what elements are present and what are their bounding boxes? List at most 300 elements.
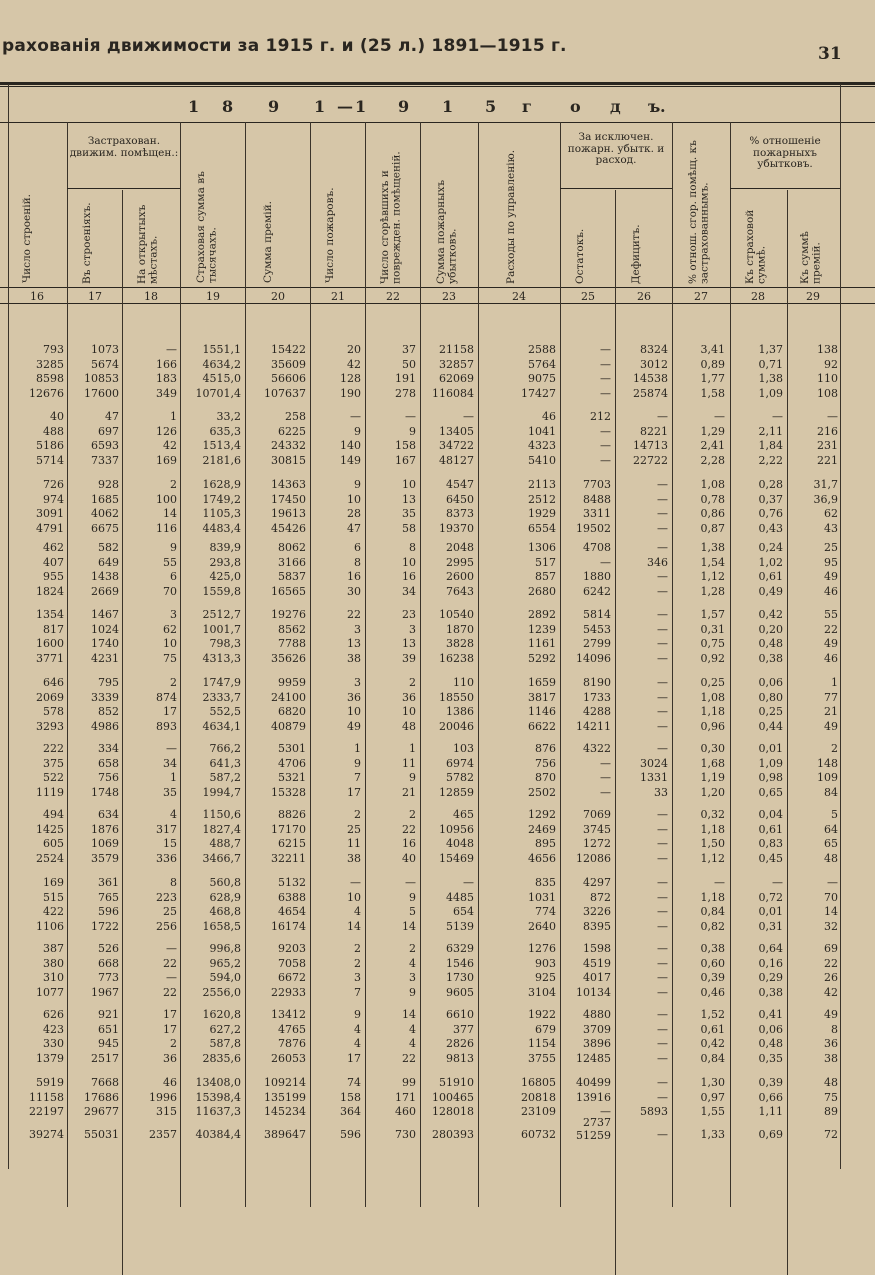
- table-cell: 1880: [583, 570, 611, 583]
- table-cell: 0,06: [758, 676, 783, 689]
- table-cell: 14: [402, 919, 416, 933]
- table-cell: 1733: [583, 690, 611, 704]
- table-cell: 116: [156, 521, 177, 535]
- table-cell: 13: [347, 637, 361, 650]
- table-cell: 256: [156, 919, 177, 933]
- table-cell: 0,76: [758, 507, 783, 520]
- table-cell: 0,96: [700, 719, 725, 733]
- year-letter: 8: [222, 97, 234, 116]
- table-cell: 15398,4: [195, 1090, 241, 1104]
- table-cell: 12859: [439, 785, 474, 799]
- header-rule: [0, 287, 875, 288]
- table-cell: 13408,0: [195, 1076, 241, 1089]
- table-cell: 635,3: [209, 424, 241, 438]
- table-cell: 3579: [91, 851, 119, 865]
- table-cell: 1,12: [700, 570, 725, 583]
- table-cell: 1824: [36, 584, 64, 598]
- table-cell: 140: [340, 439, 361, 452]
- table-cell: 14: [163, 507, 177, 520]
- table-cell: 2512: [528, 492, 556, 506]
- column-heading: Къ страховой суммѣ.: [744, 209, 768, 284]
- table-cell: —: [657, 478, 668, 491]
- table-cell: 11637,3: [195, 1105, 241, 1118]
- table-cell: 1740: [91, 637, 119, 650]
- table-cell: 377: [453, 1022, 474, 1036]
- table-cell: 945: [98, 1037, 119, 1050]
- table-cell: 9: [409, 424, 416, 438]
- table-cell: 4485: [446, 890, 474, 904]
- table-cell: 3293: [36, 719, 64, 733]
- table-cell: 16: [402, 570, 416, 583]
- table-cell: 48: [824, 851, 838, 865]
- table-cell: 2600: [446, 570, 474, 583]
- table-cell: 15422: [271, 343, 306, 356]
- table-cell: 25: [824, 541, 838, 554]
- table-cell: 3: [354, 622, 361, 636]
- table-cell: 1,77: [700, 372, 725, 385]
- table-cell: 6: [354, 541, 361, 554]
- table-cell: 3024: [640, 756, 668, 770]
- table-cell: 17427: [521, 386, 556, 400]
- table-cell: 1386: [446, 705, 474, 718]
- table-cell: —: [463, 876, 474, 889]
- table-cell: 0,37: [758, 492, 783, 506]
- table-cell: 1024: [91, 622, 119, 636]
- table-cell: 1041: [528, 424, 556, 438]
- table-cell: 4656: [528, 851, 556, 865]
- table-cell: 2524: [36, 851, 64, 865]
- table-cell: 46: [824, 651, 838, 665]
- table-cell: 1,18: [700, 890, 725, 904]
- column-number: 22: [386, 290, 400, 303]
- table-cell: 3755: [528, 1051, 556, 1065]
- column-heading: Страховая сумма въ тысячахъ.: [195, 171, 219, 283]
- table-cell: 40: [50, 410, 64, 423]
- table-cell: 756: [98, 771, 119, 784]
- table-cell: 2069: [36, 690, 64, 704]
- year-letter: 9: [268, 97, 280, 116]
- table-cell: 852: [98, 705, 119, 718]
- table-cell: 60732: [521, 1128, 556, 1141]
- table-cell: —: [350, 410, 361, 423]
- table-cell: 26053: [271, 1051, 306, 1065]
- table-cell: 5132: [278, 876, 306, 889]
- table-cell: 51910: [439, 1076, 474, 1089]
- table-cell: 6593: [91, 439, 119, 452]
- column-number: 20: [271, 290, 285, 303]
- table-cell: 293,8: [209, 555, 241, 569]
- table-cell: 3166: [278, 555, 306, 569]
- column-number: 19: [206, 290, 220, 303]
- table-cell: 552,5: [209, 705, 241, 718]
- table-cell: 6622: [528, 719, 556, 733]
- table-cell: 0,72: [758, 890, 783, 904]
- table-cell: 14096: [576, 651, 611, 665]
- table-cell: 2,22: [758, 453, 783, 467]
- top-rule: [0, 82, 875, 85]
- table-cell: 839,9: [209, 541, 241, 554]
- table-cell: 6820: [278, 705, 306, 718]
- table-cell: 1: [170, 771, 177, 784]
- table-cell: 223: [156, 890, 177, 904]
- table-cell: 876: [535, 742, 556, 755]
- table-cell: 166: [156, 357, 177, 371]
- table-cell: 8598: [36, 372, 64, 385]
- table-cell: 0,24: [758, 541, 783, 554]
- table-cell: —: [657, 985, 668, 999]
- table-cell: 4313,3: [202, 651, 241, 665]
- group-rule: [67, 188, 180, 189]
- table-cell: 1600: [36, 637, 64, 650]
- table-cell: 0,16: [758, 956, 783, 970]
- table-cell: 1,19: [700, 771, 725, 784]
- table-cell: 1,57: [700, 608, 725, 621]
- group-rule: [560, 188, 672, 189]
- table-cell: 423: [43, 1022, 64, 1036]
- table-cell: 0,82: [700, 919, 725, 933]
- table-cell: 4515,0: [202, 372, 241, 385]
- table-cell: 17: [163, 1008, 177, 1021]
- table-cell: 774: [535, 905, 556, 918]
- table-cell: 62: [824, 507, 838, 520]
- table-cell: 1922: [528, 1008, 556, 1021]
- group-heading-insured: Застрахован. движим. помѣщен.:: [69, 135, 179, 159]
- table-cell: 9: [354, 478, 361, 491]
- table-cell: 494: [43, 808, 64, 821]
- table-cell: 22: [824, 956, 838, 970]
- table-cell: 928: [98, 478, 119, 491]
- year-letter: 5: [485, 97, 497, 116]
- table-cell: 2799: [583, 637, 611, 650]
- table-cell: —: [657, 1008, 668, 1021]
- table-cell: 1,28: [700, 584, 725, 598]
- column-number: 24: [512, 290, 526, 303]
- table-cell: 109: [817, 771, 838, 784]
- table-cell: 627,2: [209, 1022, 241, 1036]
- table-cell: 3771: [36, 651, 64, 665]
- table-cell: 2048: [446, 541, 474, 554]
- table-cell: 14363: [271, 478, 306, 491]
- table-cell: 38: [347, 851, 361, 865]
- table-cell: 22: [824, 622, 838, 636]
- table-cell: 0,61: [758, 822, 783, 836]
- table-cell: —: [657, 622, 668, 636]
- table-cell: 2512,7: [202, 608, 241, 621]
- table-cell: 108: [817, 386, 838, 400]
- column-heading: На открытыхъ мѣстахъ.: [136, 204, 160, 284]
- table-cell: 22: [347, 608, 361, 621]
- table-cell: 1749,2: [202, 492, 241, 506]
- table-cell: 2: [170, 1037, 177, 1050]
- table-cell: —: [657, 492, 668, 506]
- table-cell: 4: [409, 1022, 416, 1036]
- table-cell: 668: [98, 956, 119, 970]
- table-cell: 17600: [84, 386, 119, 400]
- table-cell: 25: [347, 822, 361, 836]
- table-cell: —: [657, 541, 668, 554]
- table-cell: 2: [831, 742, 838, 755]
- table-cell: 110: [453, 676, 474, 689]
- table-cell: —: [657, 1128, 668, 1141]
- table-cell: 515: [43, 890, 64, 904]
- year-letter: о: [570, 97, 581, 116]
- table-cell: 2892: [528, 608, 556, 621]
- table-cell: 35: [402, 507, 416, 520]
- table-cell: 40384,4: [195, 1128, 241, 1141]
- table-cell: 4297: [583, 876, 611, 889]
- table-cell: 1,52: [700, 1008, 725, 1021]
- table-cell: 1,09: [758, 386, 783, 400]
- column-divider: [478, 122, 479, 1207]
- table-cell: 34: [402, 584, 416, 598]
- table-cell: 1747,9: [202, 676, 241, 689]
- table-cell: —: [600, 785, 611, 799]
- table-cell: 5186: [36, 439, 64, 452]
- table-cell: 3091: [36, 507, 64, 520]
- table-cell: 1154: [528, 1037, 556, 1050]
- table-cell: 425,0: [209, 570, 241, 583]
- table-cell: 0,60: [700, 956, 725, 970]
- page-title: рахованія движимости за 1915 г. и (25 л.) 1891—1915 г.: [2, 36, 567, 56]
- table-cell: 3745: [583, 822, 611, 836]
- table-cell: 17: [347, 785, 361, 799]
- table-cell: 14211: [576, 719, 611, 733]
- table-cell: 1354: [36, 608, 64, 621]
- table-cell: —: [405, 410, 416, 423]
- table-cell: 422: [43, 905, 64, 918]
- table-cell: 2502: [528, 785, 556, 799]
- table-cell: 62069: [439, 372, 474, 385]
- table-cell: 1,54: [700, 555, 725, 569]
- table-cell: 42: [824, 985, 838, 999]
- table-cell: 33: [654, 785, 668, 799]
- table-cell: 3: [170, 608, 177, 621]
- table-cell: 1598: [583, 942, 611, 955]
- table-cell: 1730: [446, 971, 474, 984]
- table-cell: 10134: [576, 985, 611, 999]
- table-cell: 8190: [583, 676, 611, 689]
- table-cell: 7788: [278, 637, 306, 650]
- table-cell: 1513,4: [202, 439, 241, 452]
- column-number: 26: [637, 290, 651, 303]
- table-cell: 7069: [583, 808, 611, 821]
- table-cell: 9: [170, 541, 177, 554]
- table-cell: 12676: [29, 386, 64, 400]
- table-cell: 50: [402, 357, 416, 371]
- table-cell: 317: [156, 822, 177, 836]
- table-cell: 13: [402, 637, 416, 650]
- table-cell: —: [600, 372, 611, 385]
- table-cell: 1658,5: [202, 919, 241, 933]
- table-cell: 3311: [583, 507, 611, 520]
- table-cell: 0,84: [700, 1051, 725, 1065]
- table-cell: 2333,7: [202, 690, 241, 704]
- table-cell: 389647: [264, 1128, 306, 1141]
- table-cell: 39: [402, 651, 416, 665]
- table-cell: 4: [170, 808, 177, 821]
- table-cell: 488: [43, 424, 64, 438]
- table-cell: —: [166, 942, 177, 955]
- table-cell: 84: [824, 785, 838, 799]
- table-cell: 4706: [278, 756, 306, 770]
- table-cell: 20818: [521, 1090, 556, 1104]
- table-cell: —: [657, 719, 668, 733]
- table-cell: 3896: [583, 1037, 611, 1050]
- table-cell: 10701,4: [195, 386, 241, 400]
- table-cell: 1620,8: [202, 1008, 241, 1021]
- table-cell: 0,38: [758, 651, 783, 665]
- table-cell: 1,38: [758, 372, 783, 385]
- table-cell: 1870: [446, 622, 474, 636]
- table-cell: 9: [354, 756, 361, 770]
- table-cell: —: [600, 453, 611, 467]
- table-cell: 893: [156, 719, 177, 733]
- table-cell: 48: [402, 719, 416, 733]
- table-cell: 47: [347, 521, 361, 535]
- column-number: 21: [331, 290, 345, 303]
- table-cell: 560,8: [209, 876, 241, 889]
- table-cell: 5: [409, 905, 416, 918]
- table-cell: 9605: [446, 985, 474, 999]
- table-cell: 21: [402, 785, 416, 799]
- table-cell: 35626: [271, 651, 306, 665]
- table-cell: —: [600, 771, 611, 784]
- table-cell: 0,45: [758, 851, 783, 865]
- table-cell: 0,89: [700, 357, 725, 371]
- table-cell: 1996: [149, 1090, 177, 1104]
- table-cell: 5453: [583, 622, 611, 636]
- table-cell: 110: [817, 372, 838, 385]
- table-cell: 0,04: [758, 808, 783, 821]
- table-cell: 62: [163, 622, 177, 636]
- table-cell: 19370: [439, 521, 474, 535]
- column-heading: Къ суммѣ премій.: [799, 231, 823, 284]
- table-cell: 0,84: [700, 905, 725, 918]
- table-cell: —: [657, 837, 668, 850]
- column-heading: Число строеній.: [21, 194, 33, 283]
- table-cell: 100: [156, 492, 177, 506]
- table-cell: —: [600, 1105, 611, 1118]
- table-cell: 40: [402, 851, 416, 865]
- table-cell: 30815: [271, 453, 306, 467]
- table-cell: 14713: [633, 439, 668, 452]
- table-cell: 4: [354, 1022, 361, 1036]
- table-cell: 40879: [271, 719, 306, 733]
- table-cell: 3709: [583, 1022, 611, 1036]
- table-cell: 4880: [583, 1008, 611, 1021]
- table-cell: 95: [824, 555, 838, 569]
- table-cell: 8488: [583, 492, 611, 506]
- table-cell: 0,39: [758, 1076, 783, 1089]
- table-cell: 654: [453, 905, 474, 918]
- table-cell: 107637: [264, 386, 306, 400]
- table-cell: 330: [43, 1037, 64, 1050]
- table-cell: 6388: [278, 890, 306, 904]
- table-cell: 2: [170, 676, 177, 689]
- table-cell: 1,38: [700, 541, 725, 554]
- table-cell: 22: [402, 822, 416, 836]
- table-cell: 646: [43, 676, 64, 689]
- table-cell: 1748: [91, 785, 119, 799]
- table-cell: 798,3: [209, 637, 241, 650]
- table-cell: —: [657, 637, 668, 650]
- table-cell: 92: [824, 357, 838, 371]
- table-cell: 1,08: [700, 690, 725, 704]
- table-cell: 626: [43, 1008, 64, 1021]
- table-cell: 109214: [264, 1076, 306, 1089]
- table-cell: 75: [824, 1090, 838, 1104]
- year-letter: ъ: [648, 97, 661, 116]
- table-cell: 1,68: [700, 756, 725, 770]
- group-rule: [730, 188, 840, 189]
- table-cell: 43: [824, 521, 838, 535]
- table-cell: 69: [824, 942, 838, 955]
- table-cell: 36: [347, 690, 361, 704]
- table-cell: 5321: [278, 771, 306, 784]
- table-cell: 582: [98, 541, 119, 554]
- table-cell: 23: [402, 608, 416, 621]
- table-cell: 795: [98, 676, 119, 689]
- table-cell: 4483,4: [202, 521, 241, 535]
- table-cell: —: [657, 507, 668, 520]
- table-cell: 23109: [521, 1105, 556, 1118]
- table-cell: 12485: [576, 1051, 611, 1065]
- table-cell: 6242: [583, 584, 611, 598]
- table-cell: 2669: [91, 584, 119, 598]
- table-cell: 8562: [278, 622, 306, 636]
- table-cell: 517: [535, 555, 556, 569]
- table-cell: —: [657, 690, 668, 704]
- table-cell: 3226: [583, 905, 611, 918]
- table-cell: 55: [163, 555, 177, 569]
- table-cell: 10: [163, 637, 177, 650]
- table-cell: 11: [402, 756, 416, 770]
- table-cell: 36: [824, 1037, 838, 1050]
- table-cell: 6974: [446, 756, 474, 770]
- table-cell: 278: [395, 386, 416, 400]
- table-cell: —: [657, 1022, 668, 1036]
- table-cell: —: [657, 971, 668, 984]
- table-cell: 15328: [271, 785, 306, 799]
- table-cell: 16805: [521, 1076, 556, 1089]
- table-cell: 74: [347, 1076, 361, 1089]
- table-cell: 2556,0: [202, 985, 241, 999]
- table-cell: 89: [824, 1105, 838, 1118]
- table-cell: 5919: [36, 1076, 64, 1089]
- table-cell: 7876: [278, 1037, 306, 1050]
- table-cell: 1827,4: [202, 822, 241, 836]
- column-heading: Въ строеніяхъ.: [81, 202, 93, 284]
- table-cell: —: [657, 956, 668, 970]
- table-cell: 22933: [271, 985, 306, 999]
- table-cell: 0,20: [758, 622, 783, 636]
- table-cell: 765: [98, 890, 119, 904]
- table-cell: 460: [395, 1105, 416, 1118]
- group-heading-net: За исключен. пожарн. убытк. и расход.: [567, 131, 665, 166]
- table-cell: 2: [409, 942, 416, 955]
- table-cell: 587,2: [209, 771, 241, 784]
- table-cell: 387: [43, 942, 64, 955]
- table-cell: 8395: [583, 919, 611, 933]
- table-cell: 2995: [446, 555, 474, 569]
- table-cell: 10540: [439, 608, 474, 621]
- table-cell: 65: [824, 837, 838, 850]
- table-cell: 336: [156, 851, 177, 865]
- table-cell: 14538: [633, 372, 668, 385]
- table-cell: 468,8: [209, 905, 241, 918]
- colnum-rule: [0, 303, 875, 304]
- table-cell: 2: [354, 942, 361, 955]
